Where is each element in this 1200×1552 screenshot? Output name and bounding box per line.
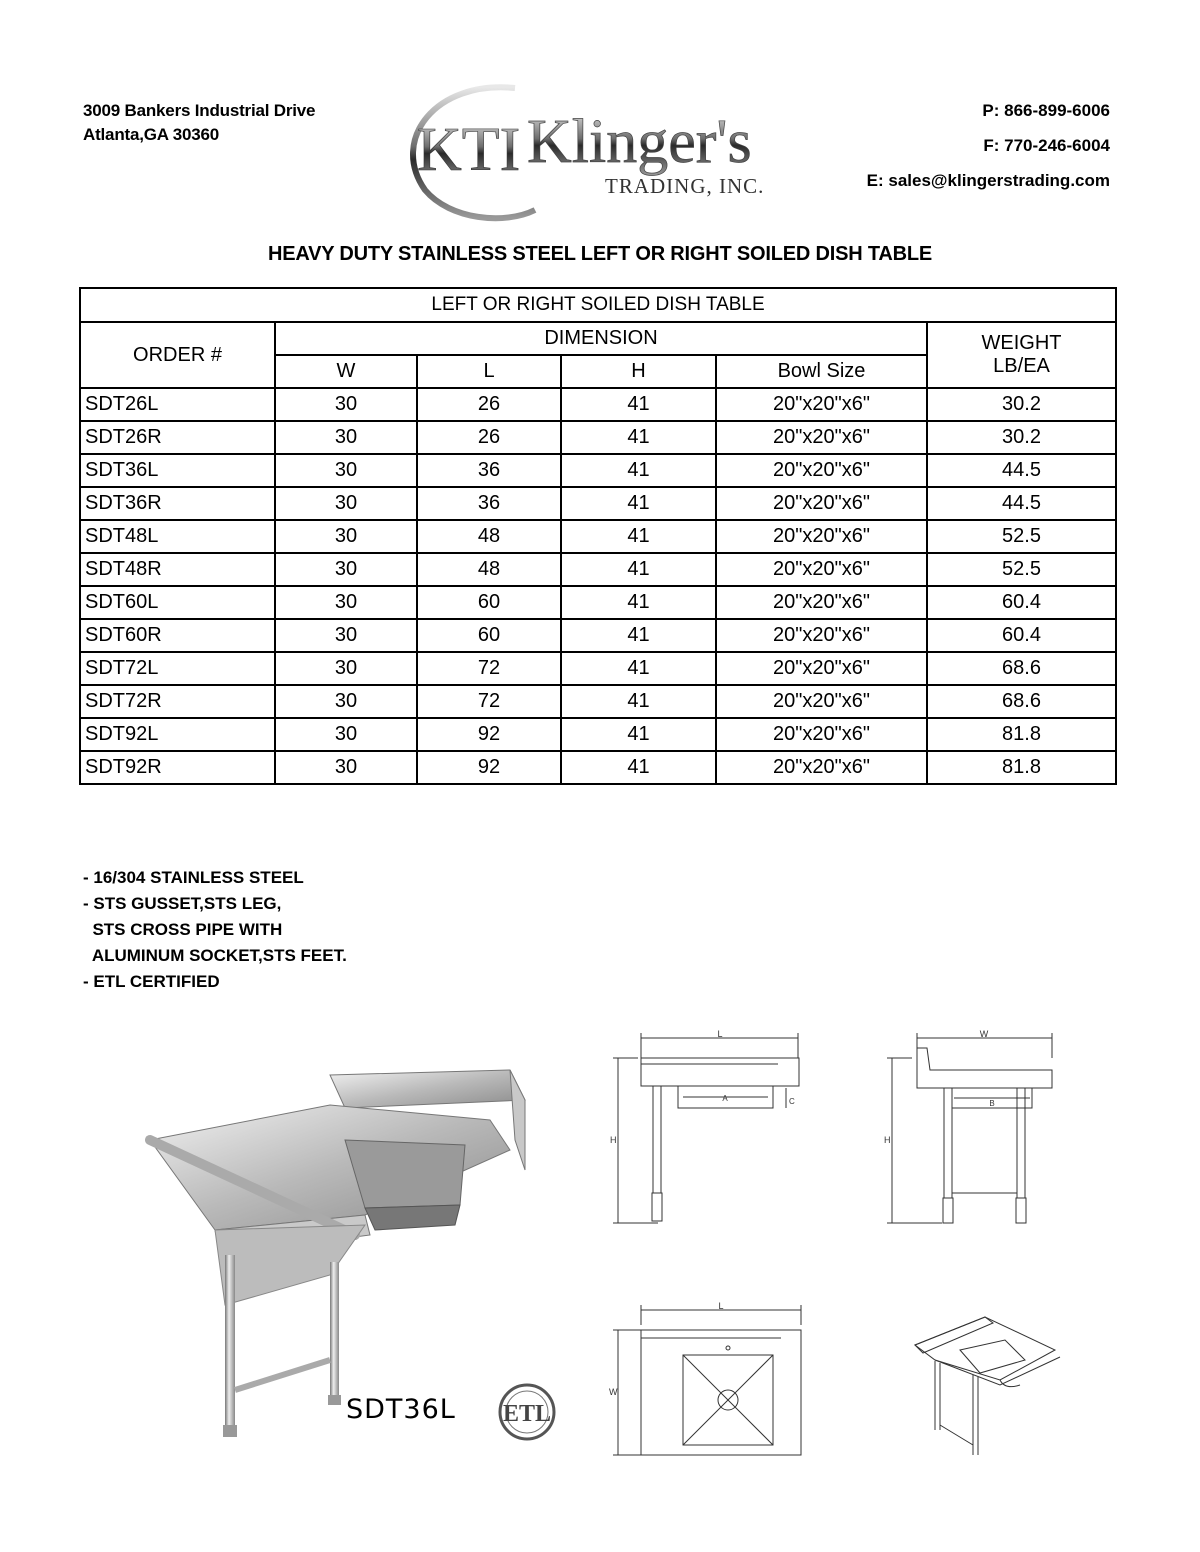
l-cell: 36 bbox=[417, 454, 561, 487]
bowl-size-cell: 20"x20"x6" bbox=[716, 487, 927, 520]
product-model-label: SDT36L bbox=[346, 1394, 456, 1425]
w-cell: 30 bbox=[275, 421, 417, 454]
logo-monogram: KTI bbox=[417, 116, 521, 184]
logo-name: Klinger's bbox=[527, 108, 752, 176]
bowl-size-cell: 20"x20"x6" bbox=[716, 619, 927, 652]
feature-item: - 16/304 STAINLESS STEEL bbox=[83, 868, 304, 887]
page-title: HEAVY DUTY STAINLESS STEEL LEFT OR RIGHT SOILED DISH TABLE bbox=[267, 243, 932, 265]
w-cell: 30 bbox=[275, 454, 417, 487]
bowl-size-cell: 20"x20"x6" bbox=[716, 388, 927, 421]
weight-cell: 68.6 bbox=[927, 685, 1116, 718]
order-cell: SDT48L bbox=[80, 520, 275, 553]
h-cell: 41 bbox=[561, 553, 716, 586]
table-caption: LEFT OR RIGHT SOILED DISH TABLE bbox=[80, 288, 1116, 322]
h-cell: 41 bbox=[561, 520, 716, 553]
weight-cell: 30.2 bbox=[927, 421, 1116, 454]
h-cell: 41 bbox=[561, 586, 716, 619]
w-cell: 30 bbox=[275, 553, 417, 586]
order-cell: SDT36R bbox=[80, 487, 275, 520]
l-cell: 48 bbox=[417, 520, 561, 553]
l-cell: 48 bbox=[417, 553, 561, 586]
table-row bbox=[80, 619, 1116, 652]
top-length-label: L bbox=[718, 1301, 724, 1311]
table-row bbox=[80, 652, 1116, 685]
h-cell: 41 bbox=[561, 751, 716, 784]
table-row bbox=[80, 388, 1116, 421]
h-cell: 41 bbox=[561, 619, 716, 652]
feature-item: ALUMINUM SOCKET,STS FEET. bbox=[83, 946, 347, 965]
bowl-size-cell: 20"x20"x6" bbox=[716, 652, 927, 685]
order-cell: SDT36L bbox=[80, 454, 275, 487]
fax-number: F: 770-246-6004 bbox=[983, 136, 1110, 155]
table-row bbox=[80, 487, 1116, 520]
w-cell: 30 bbox=[275, 520, 417, 553]
bowl-size-cell: 20"x20"x6" bbox=[716, 751, 927, 784]
company-address bbox=[83, 99, 315, 147]
weight-cell: 52.5 bbox=[927, 520, 1116, 553]
weight-cell: 68.6 bbox=[927, 652, 1116, 685]
table-row bbox=[80, 751, 1116, 784]
h-cell: 41 bbox=[561, 454, 716, 487]
weight-cell: 81.8 bbox=[927, 718, 1116, 751]
order-cell: SDT60R bbox=[80, 619, 275, 652]
bowl-size-cell: 20"x20"x6" bbox=[716, 718, 927, 751]
etl-certification-icon bbox=[497, 1382, 557, 1442]
l-cell: 60 bbox=[417, 619, 561, 652]
order-cell: SDT60L bbox=[80, 586, 275, 619]
order-cell: SDT92L bbox=[80, 718, 275, 751]
weight-cell: 44.5 bbox=[927, 487, 1116, 520]
side-width-label: W bbox=[979, 1029, 989, 1039]
h-cell: 41 bbox=[561, 685, 716, 718]
w-cell: 30 bbox=[275, 685, 417, 718]
order-cell: SDT72R bbox=[80, 685, 275, 718]
front-a-label: A bbox=[722, 1094, 728, 1103]
subheader-w: W bbox=[275, 355, 417, 388]
w-cell: 30 bbox=[275, 619, 417, 652]
bowl-size-cell: 20"x20"x6" bbox=[716, 421, 927, 454]
etl-mark-text: ETL bbox=[502, 1401, 552, 1427]
h-cell: 41 bbox=[561, 421, 716, 454]
w-cell: 30 bbox=[275, 586, 417, 619]
side-height-label: H bbox=[884, 1135, 891, 1145]
table-row bbox=[80, 454, 1116, 487]
subheader-bowl-size: Bowl Size bbox=[716, 355, 927, 388]
feature-list bbox=[83, 865, 347, 995]
weight-header-line2: LB/EA bbox=[993, 355, 1050, 377]
table-row bbox=[80, 586, 1116, 619]
table-row bbox=[80, 685, 1116, 718]
weight-cell: 52.5 bbox=[927, 553, 1116, 586]
weight-header bbox=[927, 322, 1116, 388]
weight-cell: 60.4 bbox=[927, 619, 1116, 652]
l-cell: 92 bbox=[417, 718, 561, 751]
bowl-size-cell: 20"x20"x6" bbox=[716, 520, 927, 553]
top-view-drawing bbox=[603, 1300, 803, 1460]
top-width-label: W bbox=[609, 1387, 618, 1397]
weight-cell: 44.5 bbox=[927, 454, 1116, 487]
h-cell: 41 bbox=[561, 718, 716, 751]
dimension-header: DIMENSION bbox=[275, 322, 927, 355]
table-row bbox=[80, 718, 1116, 751]
table-row bbox=[80, 421, 1116, 454]
l-cell: 26 bbox=[417, 388, 561, 421]
side-b-label: B bbox=[989, 1099, 995, 1108]
product-photo bbox=[130, 1030, 550, 1450]
order-cell: SDT92R bbox=[80, 751, 275, 784]
front-height-label: H bbox=[610, 1135, 617, 1145]
order-cell: SDT48R bbox=[80, 553, 275, 586]
company-logo bbox=[395, 70, 815, 230]
feature-item: - ETL CERTIFIED bbox=[83, 972, 220, 991]
order-header: ORDER # bbox=[80, 322, 275, 388]
email-address: E: sales@klingerstrading.com bbox=[866, 171, 1110, 190]
h-cell: 41 bbox=[561, 487, 716, 520]
order-cell: SDT72L bbox=[80, 652, 275, 685]
table-header-row bbox=[80, 322, 1116, 355]
bowl-size-cell: 20"x20"x6" bbox=[716, 586, 927, 619]
w-cell: 30 bbox=[275, 751, 417, 784]
address-line-1: 3009 Bankers Industrial Drive bbox=[83, 101, 316, 120]
table-row bbox=[80, 520, 1116, 553]
h-cell: 41 bbox=[561, 388, 716, 421]
company-contact bbox=[867, 93, 1110, 198]
feature-item: STS CROSS PIPE WITH bbox=[83, 920, 283, 939]
logo-subtitle: TRADING, INC. bbox=[605, 174, 765, 198]
phone-number: P: 866-899-6006 bbox=[982, 101, 1110, 120]
table-row bbox=[80, 553, 1116, 586]
w-cell: 30 bbox=[275, 388, 417, 421]
feature-item: - STS GUSSET,STS LEG, bbox=[83, 894, 282, 913]
order-cell: SDT26R bbox=[80, 421, 275, 454]
weight-cell: 60.4 bbox=[927, 586, 1116, 619]
l-cell: 26 bbox=[417, 421, 561, 454]
bowl-size-cell: 20"x20"x6" bbox=[716, 454, 927, 487]
weight-cell: 30.2 bbox=[927, 388, 1116, 421]
table-caption-row bbox=[80, 288, 1116, 322]
front-length-label: L bbox=[717, 1029, 723, 1039]
l-cell: 92 bbox=[417, 751, 561, 784]
spec-table bbox=[79, 287, 1117, 785]
l-cell: 60 bbox=[417, 586, 561, 619]
subheader-l: L bbox=[417, 355, 561, 388]
front-c-label: C bbox=[789, 1097, 795, 1106]
front-view-drawing bbox=[608, 1028, 803, 1228]
bowl-size-cell: 20"x20"x6" bbox=[716, 685, 927, 718]
order-cell: SDT26L bbox=[80, 388, 275, 421]
weight-cell: 81.8 bbox=[927, 751, 1116, 784]
weight-header-line1: WEIGHT bbox=[981, 332, 1062, 354]
w-cell: 30 bbox=[275, 718, 417, 751]
bowl-size-cell: 20"x20"x6" bbox=[716, 553, 927, 586]
w-cell: 30 bbox=[275, 652, 417, 685]
h-cell: 41 bbox=[561, 652, 716, 685]
subheader-h: H bbox=[561, 355, 716, 388]
address-line-2: Atlanta,GA 30360 bbox=[83, 125, 220, 144]
side-view-drawing bbox=[882, 1028, 1062, 1228]
isometric-drawing bbox=[905, 1305, 1065, 1465]
l-cell: 36 bbox=[417, 487, 561, 520]
w-cell: 30 bbox=[275, 487, 417, 520]
l-cell: 72 bbox=[417, 652, 561, 685]
l-cell: 72 bbox=[417, 685, 561, 718]
